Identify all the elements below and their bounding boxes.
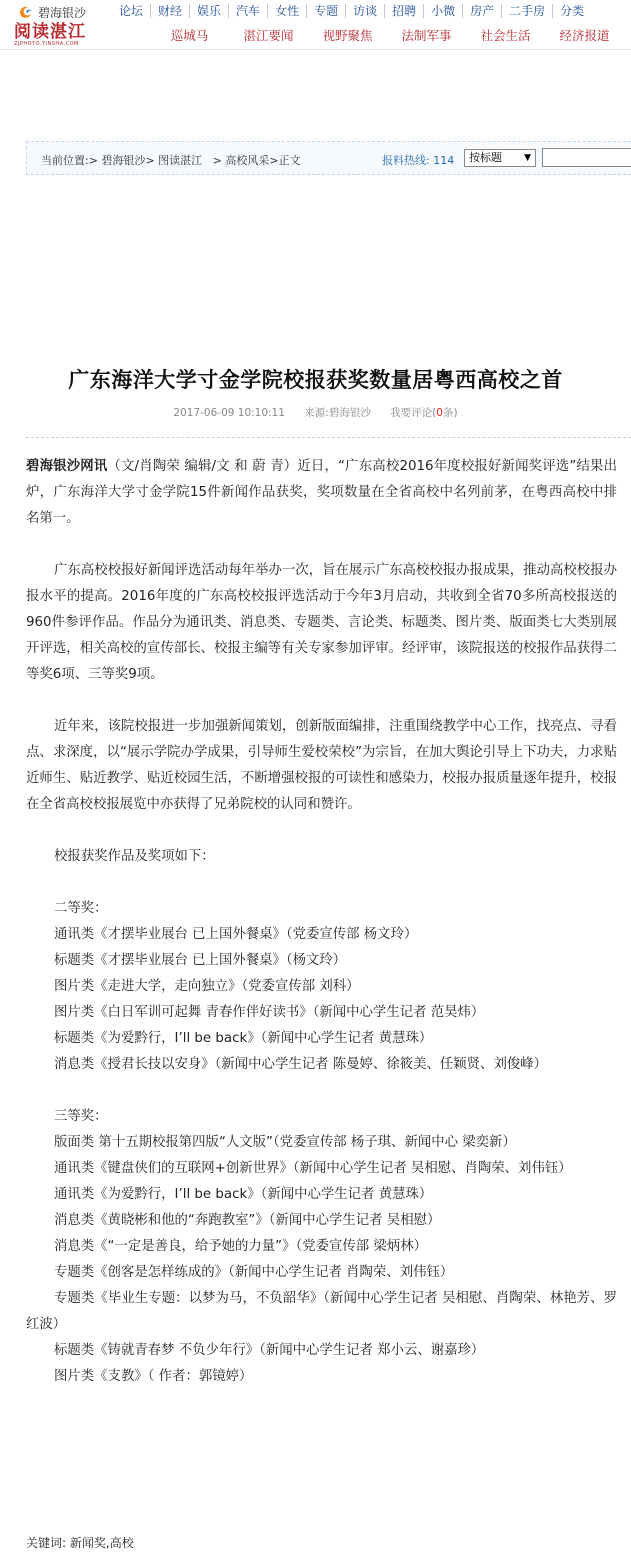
channel-nav-item[interactable]: 湛江要闻 [243, 28, 294, 43]
keywords [26, 1534, 134, 1551]
second-prize-list [26, 896, 617, 1078]
search-input[interactable] [542, 148, 631, 167]
channel-nav-item[interactable]: 视野聚焦 [322, 28, 373, 43]
article-title: 广东海洋大学寸金学院校报获奖数量居粤西高校之首 [68, 368, 563, 392]
article-body [26, 454, 617, 1416]
prize-item: 消息类《授君长技以安身》（新闻中心学生记者 陈曼婷、徐筱美、任颖贤、刘俊峰） [54, 1057, 548, 1072]
article-meta [0, 405, 631, 420]
top-nav-item[interactable]: 二手房 [502, 4, 553, 18]
hotline-number: 114 [433, 154, 455, 167]
top-nav-item[interactable]: 财经 [151, 4, 190, 18]
top-nav [112, 4, 591, 18]
prize-item: 通讯类《键盘侠们的互联网+创新世界》（新闻中心学生记者 吴相慰、肖陶荣、刘伟钰） [54, 1161, 572, 1176]
keywords-label: 关键词: [26, 1536, 67, 1550]
channel-nav-item[interactable]: 经济报道 [559, 28, 610, 43]
article-source: 来源:碧海银沙 [304, 407, 371, 419]
breadcrumb-prefix: 当前位置: [41, 154, 89, 167]
channel-logo-title: 阅读湛江 [14, 22, 86, 42]
site-logo-icon [18, 4, 34, 20]
prize-item: 标题类《为爱黔行，I’ll be back》（新闻中心学生记者 黄慧珠） [54, 1031, 433, 1046]
top-nav-item[interactable]: 专题 [307, 4, 346, 18]
meta-divider [26, 437, 631, 438]
paragraph: 近年来，该院校报进一步加强新闻策划，创新版面编排，注重围绕教学中心工作，找亮点、寻看点、求深度，以“展示学院办学成果，引导师生爱校荣校”为宗旨，在加大舆论引导上下功夫，力求贴近师生、贴近教学、贴近校园生活，不断增强校报的可读性和感染力，校报办报质量逐年提升，校报在全省高校校报展览中亦获得了兄弟院校的认同和赞许。 [26, 719, 617, 812]
article-date: 2017-06-09 10:10:11 [173, 407, 285, 419]
site-brand[interactable] [18, 3, 86, 21]
breadcrumb-bar [26, 141, 631, 175]
channel-logo-subtitle: ZJPHOTO.YINSHA.COM [14, 41, 79, 47]
prize-item: 标题类《铸就青春梦 不负少年行》（新闻中心学生记者 郑小云、谢嘉珍） [54, 1343, 485, 1358]
site-header [0, 0, 631, 48]
top-nav-item[interactable]: 招聘 [385, 4, 424, 18]
prize-item: 版面类 第十五期校报第四版“人文版”（党委宣传部 杨子琪、新闻中心 梁奕新） [54, 1135, 516, 1150]
prize-item: 图片类《支教》（ 作者：郭镜婷） [54, 1369, 253, 1384]
breadcrumb-link[interactable]: 图读湛江 [158, 154, 203, 167]
top-nav-item[interactable]: 娱乐 [190, 4, 229, 18]
chevron-down-icon: ▼ [524, 153, 531, 163]
paragraph: 校报获奖作品及奖项如下： [54, 849, 215, 864]
top-nav-item[interactable]: 房产 [463, 4, 502, 18]
prize-item: 消息类《“一定是善良，给予她的力量”》（党委宣传部 梁炳林） [54, 1239, 427, 1254]
top-nav-item[interactable]: 汽车 [229, 4, 268, 18]
comment-link[interactable]: 我要评论(0条) [390, 407, 458, 419]
hotline [382, 152, 454, 168]
breadcrumb-current: 正文 [278, 154, 301, 167]
comment-count: 0 [436, 407, 443, 419]
third-prize-heading: 三等奖： [54, 1109, 108, 1124]
search-type-select[interactable] [464, 149, 536, 167]
hotline-label: 报料热线: [382, 154, 430, 167]
second-prize-heading: 二等奖： [54, 901, 108, 916]
breadcrumb-link[interactable]: 碧海银沙 [101, 154, 146, 167]
prize-item: 消息类《黄晓彬和他的“奔跑教室”》（新闻中心学生记者 吴相慰） [54, 1213, 441, 1228]
prize-item: 专题类《毕业生专题：以梦为马，不负韶华》（新闻中心学生记者 吴相慰、肖陶荣、林艳芳、罗红波） [26, 1291, 617, 1332]
paragraph-lead: 碧海银沙网讯（文/肖陶荣 编辑/文 和 蔚 青）近日，“广东高校2016年度校报好新闻奖评选”结果出炉，广东海洋大学寸金学院15件新闻作品获奖，奖项数量在全省高校中名列前茅，在粤西高校中排名第一。 [26, 459, 618, 526]
prize-item: 标题类《才摆毕业展台 已上国外餐桌》（杨文玲） [54, 953, 347, 968]
prize-item: 通讯类《才摆毕业展台 已上国外餐桌》（党委宣传部 杨文玲） [54, 927, 418, 942]
prize-item: 图片类《走进大学，走向独立》（党委宣传部 刘科） [54, 979, 360, 994]
header-divider [0, 49, 631, 50]
prize-item: 图片类《白日军训可起舞 青春作伴好读书》（新闻中心学生记者 范昊炜） [54, 1005, 485, 1020]
channel-nav [150, 28, 624, 44]
top-nav-item[interactable]: 访谈 [346, 4, 385, 18]
top-nav-item[interactable]: 女性 [268, 4, 307, 18]
channel-logo[interactable] [14, 24, 104, 46]
prize-item: 通讯类《为爱黔行，I’ll be back》（新闻中心学生记者 黄慧珠） [54, 1187, 433, 1202]
paragraph: 广东高校校报好新闻评选活动每年举办一次，旨在展示广东高校校报办报成果，推动高校校报办报水平的提高。2016年度的广东高校校报评选活动于今年3月启动，共收到全省70多所高校报送的960件参评作品。作品分为通讯类、消息类、专题类、言论类、标题类、图片类、版面类七大类别展开评选，相关高校的宣传部长、校报主编等有关专家参加评审。经评审，该院报送的校报作品获得二等奖6项、三等奖9项。 [26, 563, 617, 682]
channel-nav-item[interactable]: 社会生活 [480, 28, 531, 43]
top-nav-item[interactable]: 分类 [560, 4, 585, 18]
channel-nav-item[interactable]: 巡城马 [170, 28, 209, 43]
search-type-value: 按标题 [469, 151, 502, 164]
prize-item: 专题类《创客是怎样练成的》（新闻中心学生记者 肖陶荣、刘伟钰） [54, 1265, 454, 1280]
lead-source: 碧海银沙网讯 [26, 459, 108, 474]
breadcrumb: 当前位置:> 碧海银沙> 图读湛江 > 高校风采>正文 [41, 154, 301, 167]
top-nav-item[interactable]: 小微 [424, 4, 463, 18]
keywords-value[interactable]: 新闻奖,高校 [69, 1536, 134, 1550]
breadcrumb-link[interactable]: 高校风采 [225, 154, 270, 167]
third-prize-list [26, 1104, 617, 1390]
channel-nav-item[interactable]: 法制军事 [401, 28, 452, 43]
site-name: 碧海银沙 [38, 5, 87, 20]
top-nav-item[interactable]: 论坛 [112, 4, 151, 18]
